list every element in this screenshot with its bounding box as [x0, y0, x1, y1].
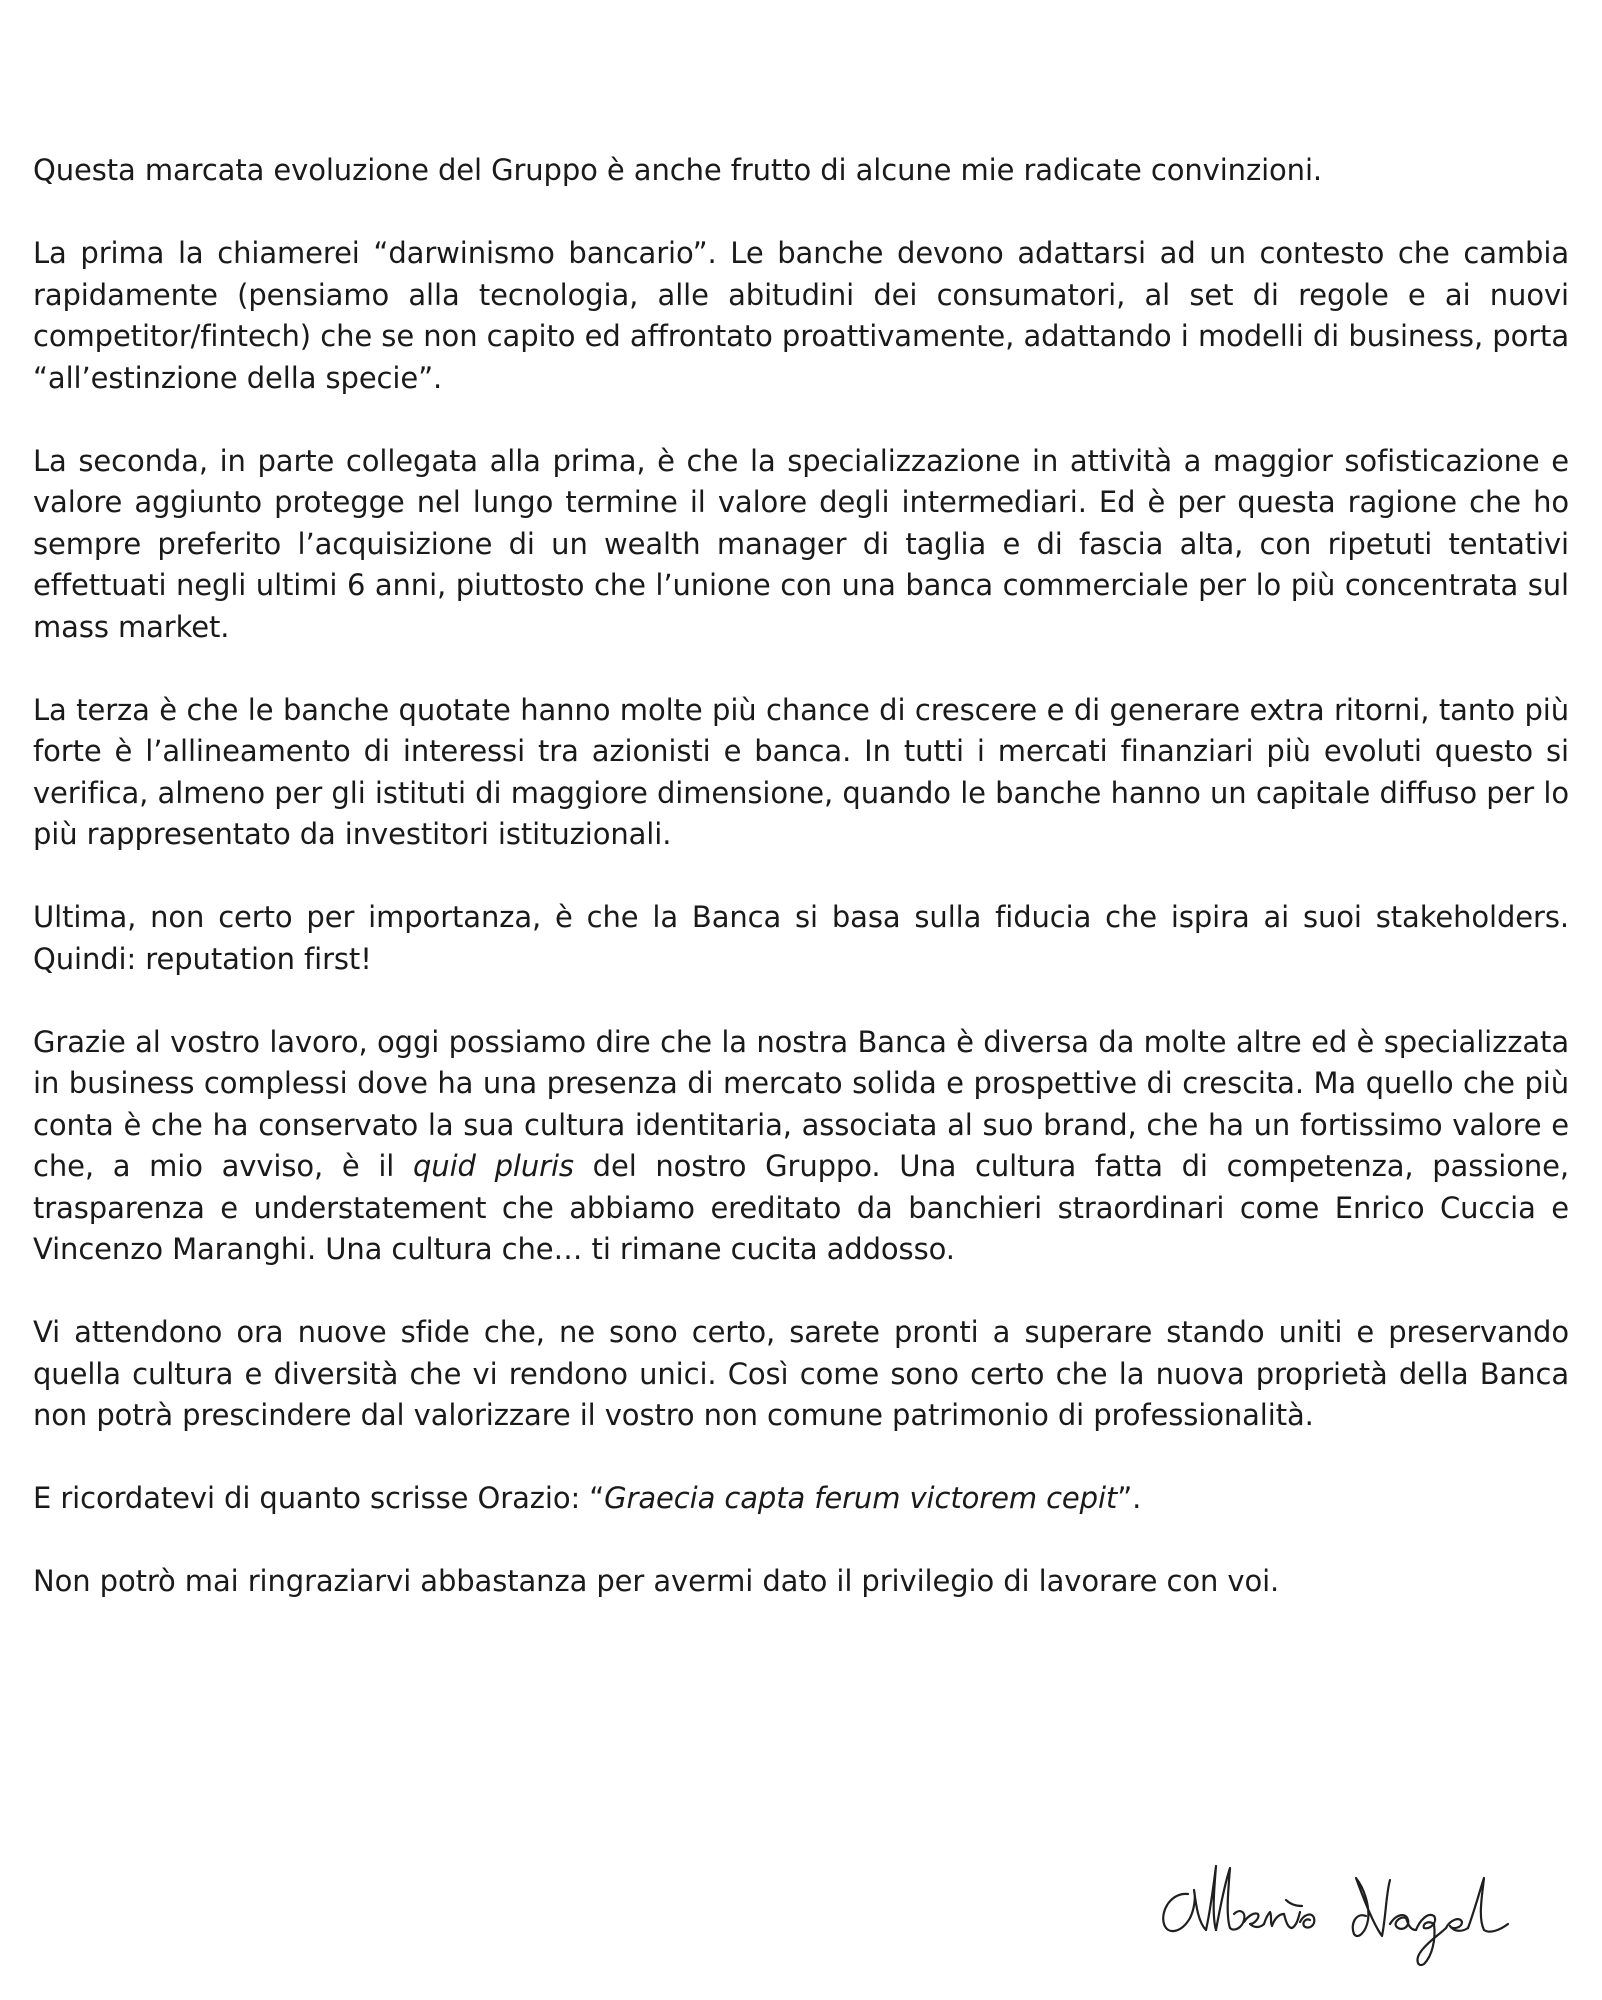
paragraph-convinzioni: Questa marcata evoluzione del Gruppo è anche frutto di alcune mie radicate convinzioni. — [33, 153, 1323, 187]
paragraph-orazio — [33, 1478, 1569, 1520]
paragraph-banche-quotate: La terza è che le banche quotate hanno molte più chance di crescere e di generare extra ritorni, tanto più forte è l’allineamento di interessi tra azionisti e banca. In tutti i mercati finanziari più evoluti questo si verifica, almeno per gli istituti di maggiore dimensione, quando le banche hanno un capitale diffuso per lo più rappresentato da investitori istituzionali. — [33, 692, 1569, 851]
letter-body — [33, 150, 1569, 1644]
paragraph-ringraziamento: Non potrò mai ringraziarvi abbastanza per avermi dato il privilegio di lavorare con voi. — [33, 1564, 1280, 1598]
paragraph-cultura-identitaria — [33, 1022, 1569, 1271]
quid-pluris-italic: quid pluris — [412, 1149, 574, 1183]
paragraph-nuove-sfide: Vi attendono ora nuove sfide che, ne sono certo, sarete pronti a superare stando uniti e preservando quella cultura e diversità che vi rendono unici. Così come sono certo che la nuova proprietà della Banca non potrà prescindere dal valorizzare il vostro non comune patrimonio di professionalità. — [33, 1315, 1569, 1432]
paragraph-specializzazione: La seconda, in parte collegata alla prima, è che la specializzazione in attività a maggior sofisticazione e valore aggiunto protegge nel lungo termine il valore degli intermediari. Ed è per questa ragione che ho sempre preferito l’acquisizione di un wealth manager di taglia e di fascia alta, con ripetuti tentativi effettuati negli ultimi 6 anni, piuttosto che l’unione con una banca commerciale per lo più concentrata sul mass market. — [33, 443, 1569, 644]
orazio-text-start: E ricordatevi di quanto scrisse Orazio: “ — [33, 1481, 605, 1515]
paragraph-darwinismo-bancario: La prima la chiamerei “darwinismo bancario”. Le banche devono adattarsi ad un contesto che cambia rapidamente (pensiamo alla tecnologia, alle abitudini dei consumatori, al set di regole e ai nuovi competitor/fintech) che se non capito ed affrontato proattivamente, adattando i modelli di business, porta “all’estinzione della specie”. — [33, 236, 1569, 395]
handwritten-signature — [1150, 1832, 1520, 1972]
paragraph-cultura-text-end: del nostro Gruppo. Una cultura fatta di competenza, passione, trasparenza e understatement che abbiamo ereditato da banchieri straordinari come Enrico Cuccia e Vincenzo Maranghi. Una cultura che… ti rimane cucita addosso. — [33, 1149, 1569, 1266]
latin-quote-italic: Graecia capta ferum victorem cepit — [604, 1481, 1118, 1515]
paragraph-cultura-text-start: Grazie al vostro lavoro, oggi possiamo dire che la nostra Banca è diversa da molte altre ed è specializzata in business complessi dove ha una presenza di mercato solida e prospettive di crescita. Ma quello che più conta è che ha conservato la sua cultura identitaria, associata al suo brand, che ha un fortissimo valore e che, a mio avviso, è il — [33, 1024, 1569, 1183]
orazio-text-end: ”. — [1117, 1481, 1142, 1515]
paragraph-reputation-first: Ultima, non certo per importanza, è che la Banca si basa sulla fiducia che ispira ai suoi stakeholders. Quindi: reputation first! — [33, 900, 1569, 976]
